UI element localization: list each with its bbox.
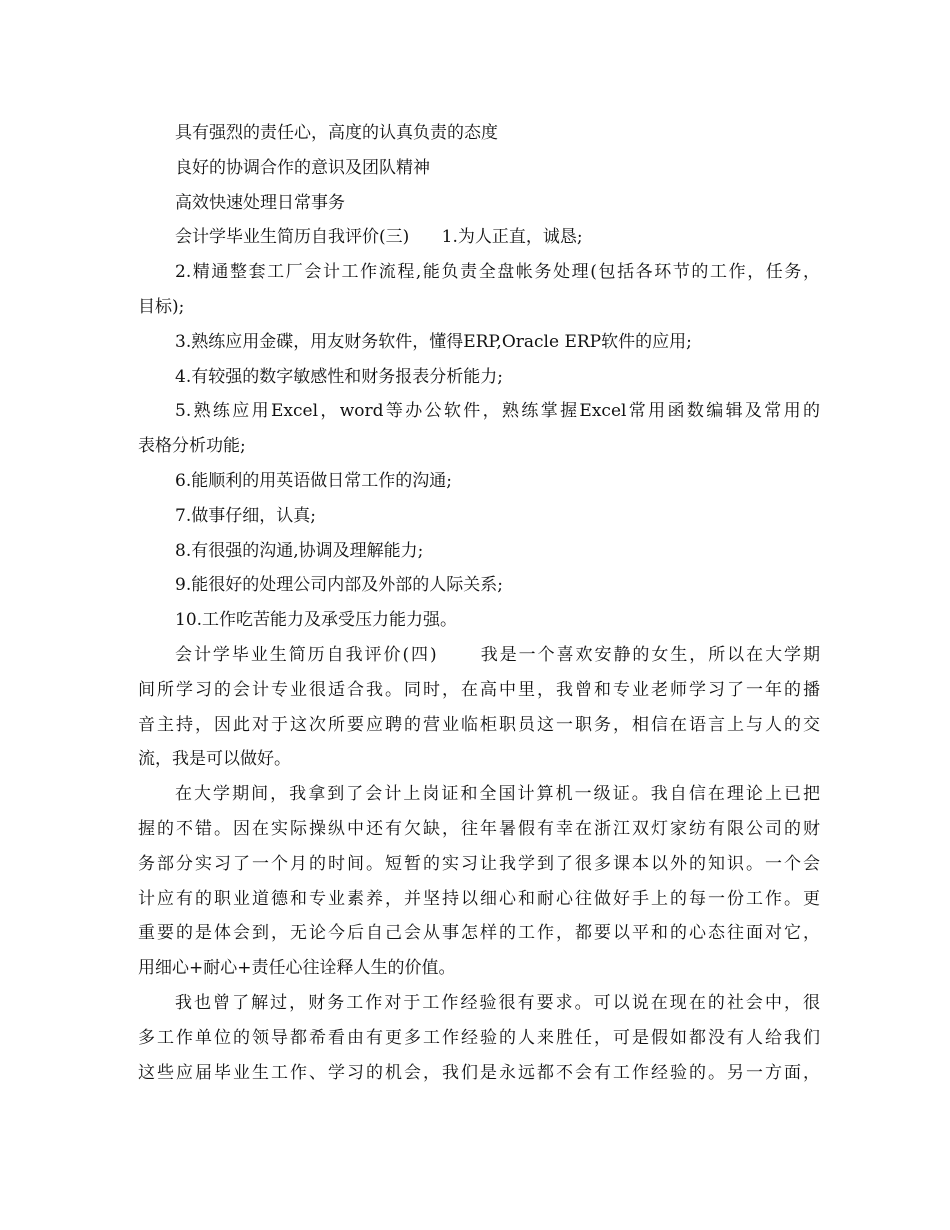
text-line: 用细心+耐心+责任心往诠释人生的价值。 (138, 958, 456, 979)
text-line: 4.有较强的数字敏感性和财务报表分析能力; (175, 366, 503, 387)
text-line: 流，我是可以做好。 (138, 749, 291, 770)
text-line: 务部分实习了一个月的时间。短暂的实习让我学到了很多课本以外的知识。一个会 (138, 853, 820, 874)
text-line: 8.有很强的沟通,协调及理解能力; (175, 540, 424, 561)
section-heading-line: 会计学毕业生简历自我评价(四) 我是一个喜欢安静的女生，所以在大学期 (175, 644, 820, 665)
text-line: 10.工作吃苦能力及承受压力能力强。 (175, 610, 458, 631)
text-line: 在大学期间，我拿到了会计上岗证和全国计算机一级证。我自信在理论上已把 (175, 784, 820, 805)
text-line: 9.能很好的处理公司内部及外部的人际关系; (175, 575, 503, 596)
text-line: 6.能顺利的用英语做日常工作的沟通; (175, 470, 452, 491)
text-line: 7.做事仔细，认真; (175, 505, 316, 526)
text-line: 高效快速处理日常事务 (175, 192, 345, 213)
text-line: 具有强烈的责任心，高度的认真负责的态度 (175, 123, 498, 143)
text-line: 间所学习的会计专业很适合我。同时，在高中里，我曾和专业老师学习了一年的播 (138, 679, 820, 700)
text-line: 多工作单位的领导都希看由有更多工作经验的人来胜任，可是假如都没有人给我们 (138, 1027, 820, 1048)
text-line: 我也曾了解过，财务工作对于工作经验很有要求。可以说在现在的社会中，很 (175, 992, 820, 1013)
text-line: 良好的协调合作的意识及团队精神 (175, 157, 430, 178)
text-line: 目标); (138, 296, 185, 317)
text-line: 5.熟练应用Excel，word等办公软件，熟练掌握Excel常用函数编辑及常用的 (175, 401, 820, 422)
text-line: 3.熟练应用金碟，用友财务软件，懂得ERP,Oracle ERP软件的应用; (175, 331, 692, 352)
section-heading-line: 会计学毕业生简历自我评价(三) 1.为人正直，诚恳; (175, 227, 583, 248)
text-line: 重要的是体会到，无论今后自己会从事怎样的工作，都要以平和的心态往面对它， (138, 923, 820, 944)
document-body (138, 116, 820, 1090)
text-line: 音主持，因此对于这次所要应聘的营业临柜职员这一职务，相信在语言上与人的交 (138, 714, 820, 735)
text-line: 握的不错。因在实际操纵中还有欠缺，往年暑假有幸在浙江双灯家纺有限公司的财 (138, 818, 820, 839)
text-line: 表格分析功能; (138, 436, 246, 457)
text-line: 这些应届毕业生工作、学习的机会，我们是永远都不会有工作经验的。另一方面， (138, 1062, 820, 1083)
text-line: 2.精通整套工厂会计工作流程,能负责全盘帐务处理(包括各环节的工作，任务， (175, 262, 820, 283)
text-line: 计应有的职业道德和专业素养，并坚持以细心和耐心往做好手上的每一份工作。更 (138, 888, 820, 909)
